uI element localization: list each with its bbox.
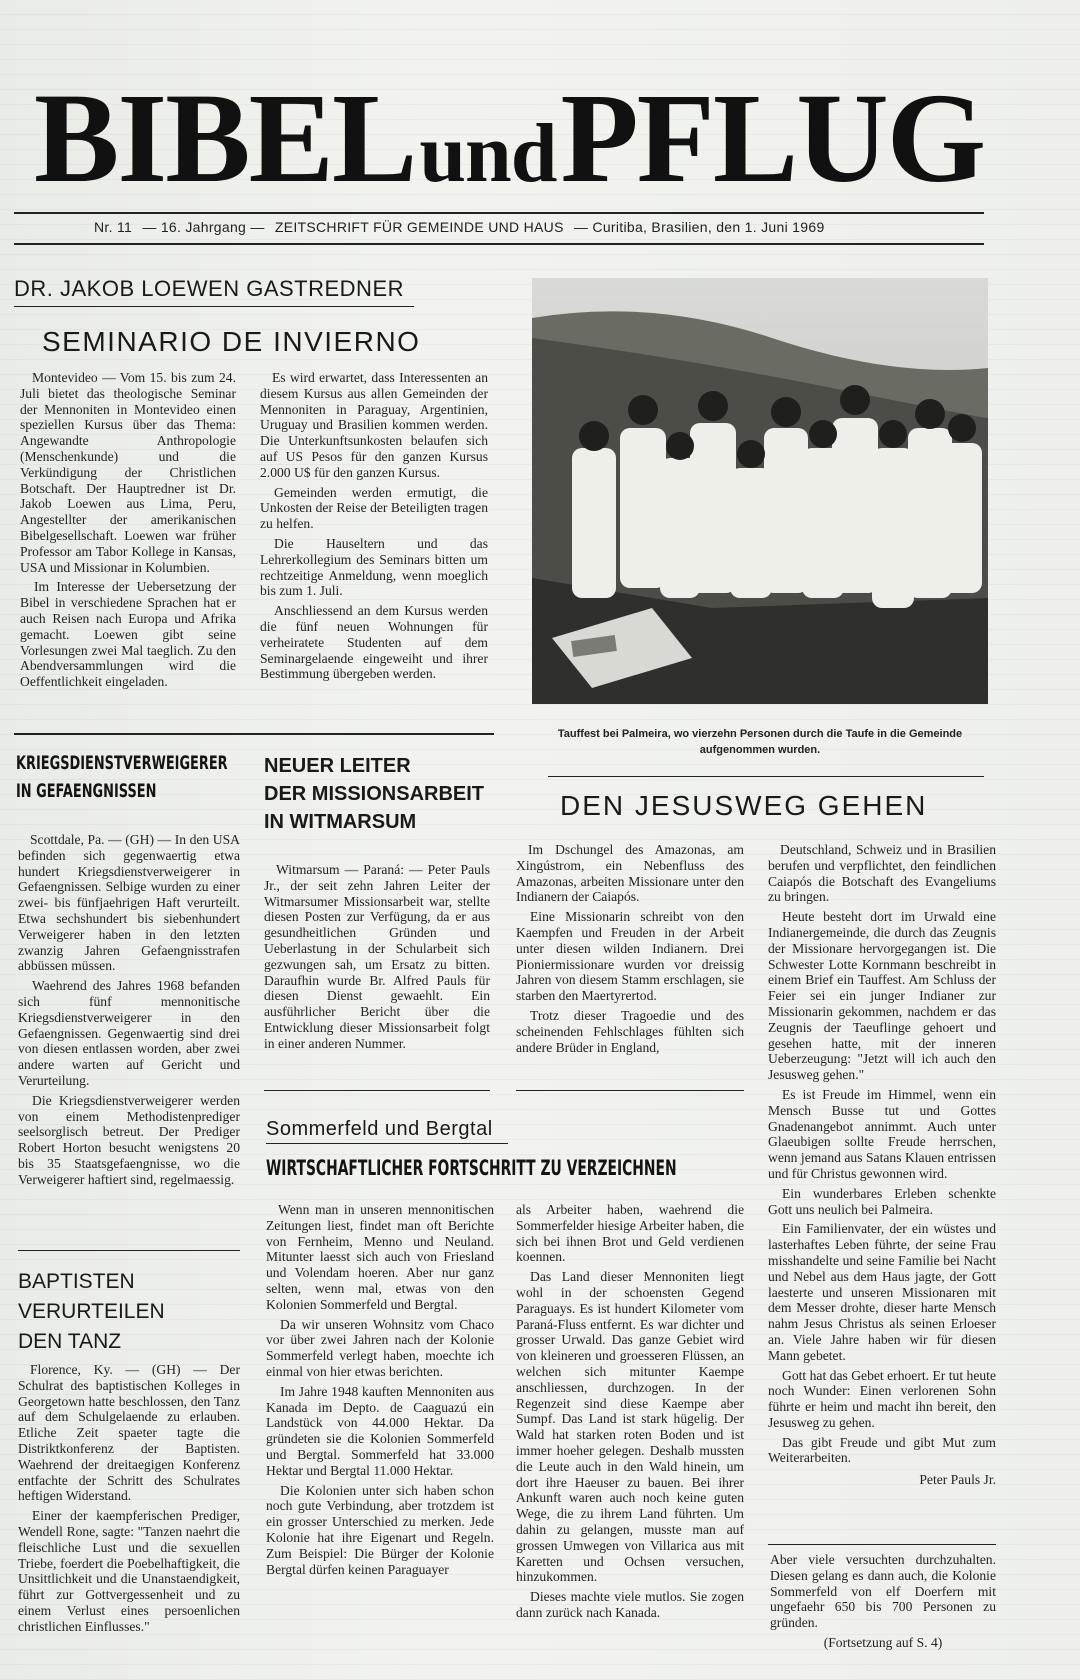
- baptisten-headline: [18, 1267, 165, 1357]
- kriegsdienst-paragraph: Scottdale, Pa. — (GH) — In den USA befinden sich gegenwaertig etwa hundert Kriegsdienstverweigerer in Gefaengnissen. Selbige wurden zu einer zwei- bis fünfjaehrigen Haft verurteilt. Etwa sechshundert bis siebenhundert Verweigerer haben in den letzten zwanzig Jahren Gefaengnisstrafen abbüssen müssen.: [18, 832, 240, 974]
- jesusweg-paragraph: Deutschland, Schweiz und in Brasilien berufen und verpflichtet, den feindlichen Caiapós die Botschaft des Evangeliums zu bringen.: [768, 842, 996, 905]
- kriegsdienst-end-rule: [18, 1250, 240, 1251]
- jesusweg-paragraph: Es ist Freude im Himmel, wenn ein Mensch Busse tut und Gottes Gnadenangebot annimmt. Auch unter Glaeubigen sollte Freude herrschen, wenn jemand aus Satans Klauen entrissen und für Christus gewonnen wird.: [768, 1086, 996, 1181]
- masthead: [34, 67, 985, 209]
- sommerfeld-paragraph: Aber viele versuchten durchzuhalten. Diesen gelang es dann auch, die Kolonie Sommerfeld von elf Doerfern mit ungefaehr 650 bis 700 Personen zu gründen.: [770, 1552, 996, 1631]
- seminar-column-1: [20, 370, 236, 694]
- section-rule-right: [548, 776, 984, 777]
- sommerfeld-paragraph: Im Jahre 1948 kauften Mennoniten aus Kanada im Depto. de Caaguazú ein Landstück von 44.000 Hektar. Da gründeten sie die Kolonien Sommerfeld und Bergtal. Sommerfeld hat 33.000 Hektar und Bergtal 11.000 Hektar.: [266, 1383, 494, 1478]
- witmarsum-headline: [264, 752, 484, 836]
- jesusweg-paragraph: Gott hat das Gebet erhoert. Er tut heute noch Wunder: Einen verlorenen Sohn führte er heim und macht ihn bereit, den Jesusweg zu gehen.: [768, 1367, 996, 1430]
- jesusweg-paragraph: Im Dschungel des Amazonas, am Xingústrom, ein Nebenfluss des Amazonas, arbeiten Missionare unter den Indianern der Caiapós.: [516, 842, 744, 905]
- baptisten-paragraph: Einer der kaempferischen Prediger, Wendell Rone, sagte: "Tanzen naehrt die fleischliche Lust und die sexuellen Triebe, foerdert die Poebelhaftigkeit, die Unsittlichkeit und die Unanstaendigkeit, führt zur Gottvergessenheit und zu einem Verlust eines persoenlichen christlichen Einflusses.": [18, 1508, 240, 1634]
- sommerfeld-continued-note: (Fortsetzung auf S. 4): [823, 1634, 943, 1650]
- kriegsdienst-headline-1: KRIEGSDIENSTVERWEIGERER: [16, 752, 228, 774]
- witmarsum-paragraph: Witmarsum — Paraná: — Peter Pauls Jr., der seit zehn Jahren Leiter der Witmarsumer Missionsarbeit war, stellte diesen Posten zur Verfügung, da er aus gesundheitlichen Gründen und Ueberlastung in der Schularbeit sich gezwungen sah, um Ersatz zu bitten. Daraufhin wurde Br. Alfred Pauls für diesen Dienst gewaehlt. Ein ausführlicher Bericht über die Entwicklung dieser Missionsarbeit folgt in einer anderen Nummer.: [264, 862, 490, 1051]
- jesusweg-column-2: [768, 842, 996, 1488]
- issue-line: [94, 219, 964, 239]
- jesusweg-end-rule: [768, 1544, 996, 1545]
- seminar-paragraph: Die Hauseltern und das Lehrerkollegium des Seminars bitten um rechtzeitige Anmeldung, wenn moeglich bis zum 1. Juli.: [260, 535, 488, 599]
- seminar-paragraph: Anschliessend an dem Kursus werden die fünf neuen Wohnungen für verheiratete Studenten auf dem Seminargelaende eingeweiht und ihrer Bestimmung übergeben werden.: [260, 603, 488, 682]
- sommerfeld-headline: WIRTSCHAFTLICHER FORTSCHRITT ZU VERZEICHNEN: [266, 1156, 677, 1180]
- sommerfeld-column-2: [516, 1202, 744, 1625]
- baptisten-headline-1: BAPTISTEN: [18, 1270, 135, 1293]
- baptisten-paragraph: Florence, Ky. — (GH) — Der Schulrat des baptistischen Kolleges in Georgetown hatte beschlossen, den Tanz auf dem Schulgelaende zu erlauben. Etliche Zeit spaeter tagte die Distriktkonferenz der Baptisten. Waehrend der dreitaegigen Konferenz entfachte der Schritt des Schulrates heftigen Widerstand.: [18, 1362, 240, 1504]
- photo-caption: Tauffest bei Palmeira, wo vierzehn Personen durch die Taufe in die Gemeinde aufgenommen wurden.: [557, 728, 963, 756]
- kriegsdienst-paragraph: Die Kriegsdienstverweigerer werden von einem Methodistenprediger seelsorglisch betreut. Der Prediger Robert Horton besucht wenigstens 20 bis 35 Staatsgefaengnisse, wo die Verweigerer haftiert sind, regelmaessig.: [18, 1092, 240, 1187]
- sommerfeld-paragraph: Dieses machte viele mutlos. Sie zogen dann zurück nach Kanada.: [516, 1589, 744, 1620]
- sommerfeld-paragraph: Wenn man in unseren mennonitischen Zeitungen liest, findet man oft Berichte von Fernheim, Menno und Neuland. Mitunter laesst sich auch von Friesland und Volendam hoeren. Aber nur ganz selten, wenn mal, etwas von den Kolonien Sommerfeld und Bergtal.: [266, 1202, 494, 1312]
- baptisten-headline-3: DEN TANZ: [18, 1330, 122, 1353]
- seminar-paragraph: Montevideo — Vom 15. bis zum 24. Juli bietet das theologische Seminar der Mennoniten in Montevideo einen speziellen Kursus über das Thema: Angewandte Anthropologie (Menschenkunde) und die Verkündigung der Christlichen Botschaft. Der Hauptredner ist Dr. Jakob Loewen aus Lima, Peru, Angestellter der amerikanischen Bibelgesellschaft. Loewen war früher Professor am Tabor Kollege in Kansas, USA und Missionar in Kolumbien.: [20, 370, 236, 575]
- baptism-photo-image: [532, 278, 988, 704]
- sommerfeld-column-1: [266, 1202, 494, 1581]
- witmarsum-end-rule: [264, 1090, 490, 1091]
- seminar-paragraph: Es wird erwartet, dass Interessenten an diesem Kursus aus allen Gemeinden der Mennoniten in Paraguay, Argentinien, Uruguay und Brasilien kommen werden. Die Unterkunftsunkosten belaufen sich auf US Pesos für den ganzen Kursus 2.000 U$ für den ganzen Kursus.: [260, 370, 488, 480]
- witmarsum-column: [264, 862, 490, 1056]
- seminar-kicker-rule: [14, 306, 414, 307]
- seminar-paragraph: Gemeinden werden ermutigt, die Unkosten der Reise der Beteiligten tragen zu helfen.: [260, 484, 488, 532]
- witmarsum-headline-1: NEUER LEITER: [264, 755, 411, 777]
- jesusweg-paragraph: Eine Missionarin schreibt von den Kaempfen und Freuden in der Arbeit unter diesen wilden Indianern. Drei Pioniermissionare wurden vor dreissig Jahren von diesem Stamm erschlagen, sie starben den Maertyrertod.: [516, 909, 744, 1004]
- sommerfeld-paragraph: Die Kolonien unter sich haben schon noch gute Verbindung, aber trotzdem ist ein grosser Unterschied zu merken. Jede Kolonie hat ihre Eigenart und Regeln. Zum Beispiel: Die Bürger der Kolonie Bergtal dürfen keinen Paraguayer: [266, 1482, 494, 1577]
- sommerfeld-paragraph: als Arbeiter haben, waehrend die Sommerfelder hiesige Arbeiter haben, die sich bei ihnen Brot und Geld verdienen koennen.: [516, 1202, 744, 1265]
- jesusweg-column-1-end-rule: [516, 1090, 744, 1091]
- jesusweg-paragraph: Ein wunderbares Erleben schenkte Gott uns neulich bei Palmeira.: [768, 1185, 996, 1217]
- jesusweg-headline: DEN JESUSWEG GEHEN: [560, 790, 928, 821]
- jesusweg-paragraph: Heute besteht dort im Urwald eine Indianergemeinde, die durch das Zeugnis der Missionare hervorgegangen ist. Die Schwester Lotte Kornmann beschreibt in einem Brief ein Tauffest. Am Schluss der Feier sei ein junger Indianer zur Missionarin gekommen, nachdem er das Zeugnis der Taeuflinge gehoert und gesehen hatte, mit der inneren Ueberzeugung: "Jetzt will ich auch den Jesusweg gehen.": [768, 909, 996, 1083]
- kriegsdienst-column: [18, 832, 240, 1192]
- sommerfeld-paragraph: Da wir unseren Wohnsitz vom Chaco vor über zwei Jahren nach der Kolonie Sommerfeld verlegt haben, moechte ich einmal von hier etwas berichten.: [266, 1316, 494, 1379]
- jesusweg-signature: Peter Pauls Jr.: [919, 1472, 996, 1488]
- baptisten-headline-2: VERURTEILEN: [18, 1300, 165, 1323]
- masthead-title-bibel: BIBEL: [34, 67, 416, 209]
- masthead-title-und: und: [419, 107, 557, 200]
- masthead-rule-bottom: [14, 243, 984, 245]
- masthead-title-pflug: PFLUG: [560, 67, 985, 209]
- jesusweg-column-1: [516, 842, 744, 1059]
- masthead-rule-top: [14, 212, 984, 214]
- sommerfeld-kicker-rule: [266, 1143, 508, 1144]
- seminar-paragraph: Im Interesse der Uebersetzung der Bibel in verschiedene Sprachen hat er auch Reisen nach Europa und Afrika gemacht. Loewen gibt seine Vorlesungen zwei Mal taeglich. Zu den Abendversammlungen wird die Oeffentlichkeit eingeladen.: [20, 579, 236, 690]
- baptisten-column: [18, 1362, 240, 1639]
- sommerfeld-paragraph: Das Land dieser Mennoniten liegt wohl in der schoensten Gegend Paraguays. Es ist hundert Kilometer vom Paraná-Fluss entfernt. Es war dichter und grosser Urwald. Das ganze Gebiet wird von kleineren und groesseren Flüssen, an welchen sich mitunter Kaempe anschliessen, durchzogen. In der Regenzeit sind diese Kaempe aber Sumpf. Das Land ist stark hügelig. Der Wald hat starken roten Boden und ist immer hoeher gelegen. Deshalb mussten die Leute auch in den Wald hinein, um dort ihre Haeuser zu bauen. Bei ihrer Ankunft waren auch noch keine guten Wege, die zu ihrem Land führten. Um dahin zu gelangen, musste man auf grossen Umwegen von Villarica aus mit Karetten und Ochsen versuchen, hinzukommen.: [516, 1269, 744, 1585]
- issue-volume: — 16. Jahrgang —: [142, 219, 265, 235]
- jesusweg-paragraph: Ein Familienvater, der ein wüstes und lasterhaftes Leben führte, der seine Frau misshandelte und seine Familie bei Nacht und Nebel aus dem Haus jagte, der Gott laesterte und unseren Missionaren mit dem Messer drohte, dieser harte Mensch nahm Jesus Christus als seinen Erloeser an. Viele Jahre haben wir für diesen Mann gebetet.: [768, 1221, 996, 1363]
- seminar-column-2: [260, 370, 488, 686]
- sommerfeld-kicker: Sommerfeld und Bergtal: [266, 1118, 493, 1140]
- baptism-photo: [532, 278, 988, 704]
- section-rule-left: [14, 733, 494, 735]
- seminar-kicker: DR. JAKOB LOEWEN GASTREDNER: [14, 276, 405, 301]
- jesusweg-paragraph: Das gibt Freude und gibt Mut zum Weiterarbeiten.: [768, 1434, 996, 1466]
- issue-place-date: — Curitiba, Brasilien, den 1. Juni 1969: [573, 219, 825, 235]
- seminar-headline: SEMINARIO DE INVIERNO: [42, 326, 421, 357]
- witmarsum-headline-2: DER MISSIONSARBEIT: [264, 783, 485, 805]
- issue-subtitle: ZEITSCHRIFT FÜR GEMEINDE UND HAUS: [274, 219, 564, 235]
- witmarsum-headline-3: IN WITMARSUM: [264, 811, 417, 833]
- jesusweg-paragraph: Trotz dieser Tragoedie und des scheinenden Fehlschlages fühlten sich andere Brüder in England,: [516, 1007, 744, 1055]
- kriegsdienst-paragraph: Waehrend des Jahres 1968 befanden sich fünf mennonitische Kriegsdienstverweigerer in den Gefaengnissen. Gegenwaertig sind drei von diesen entlassen worden, aber zwei andere warten auf Gericht und Verurteilung.: [18, 978, 240, 1088]
- kriegsdienst-headline-2: IN GEFAENGNISSEN: [16, 780, 157, 802]
- issue-number: Nr. 11: [94, 219, 133, 235]
- sommerfeld-column-3: [770, 1552, 996, 1651]
